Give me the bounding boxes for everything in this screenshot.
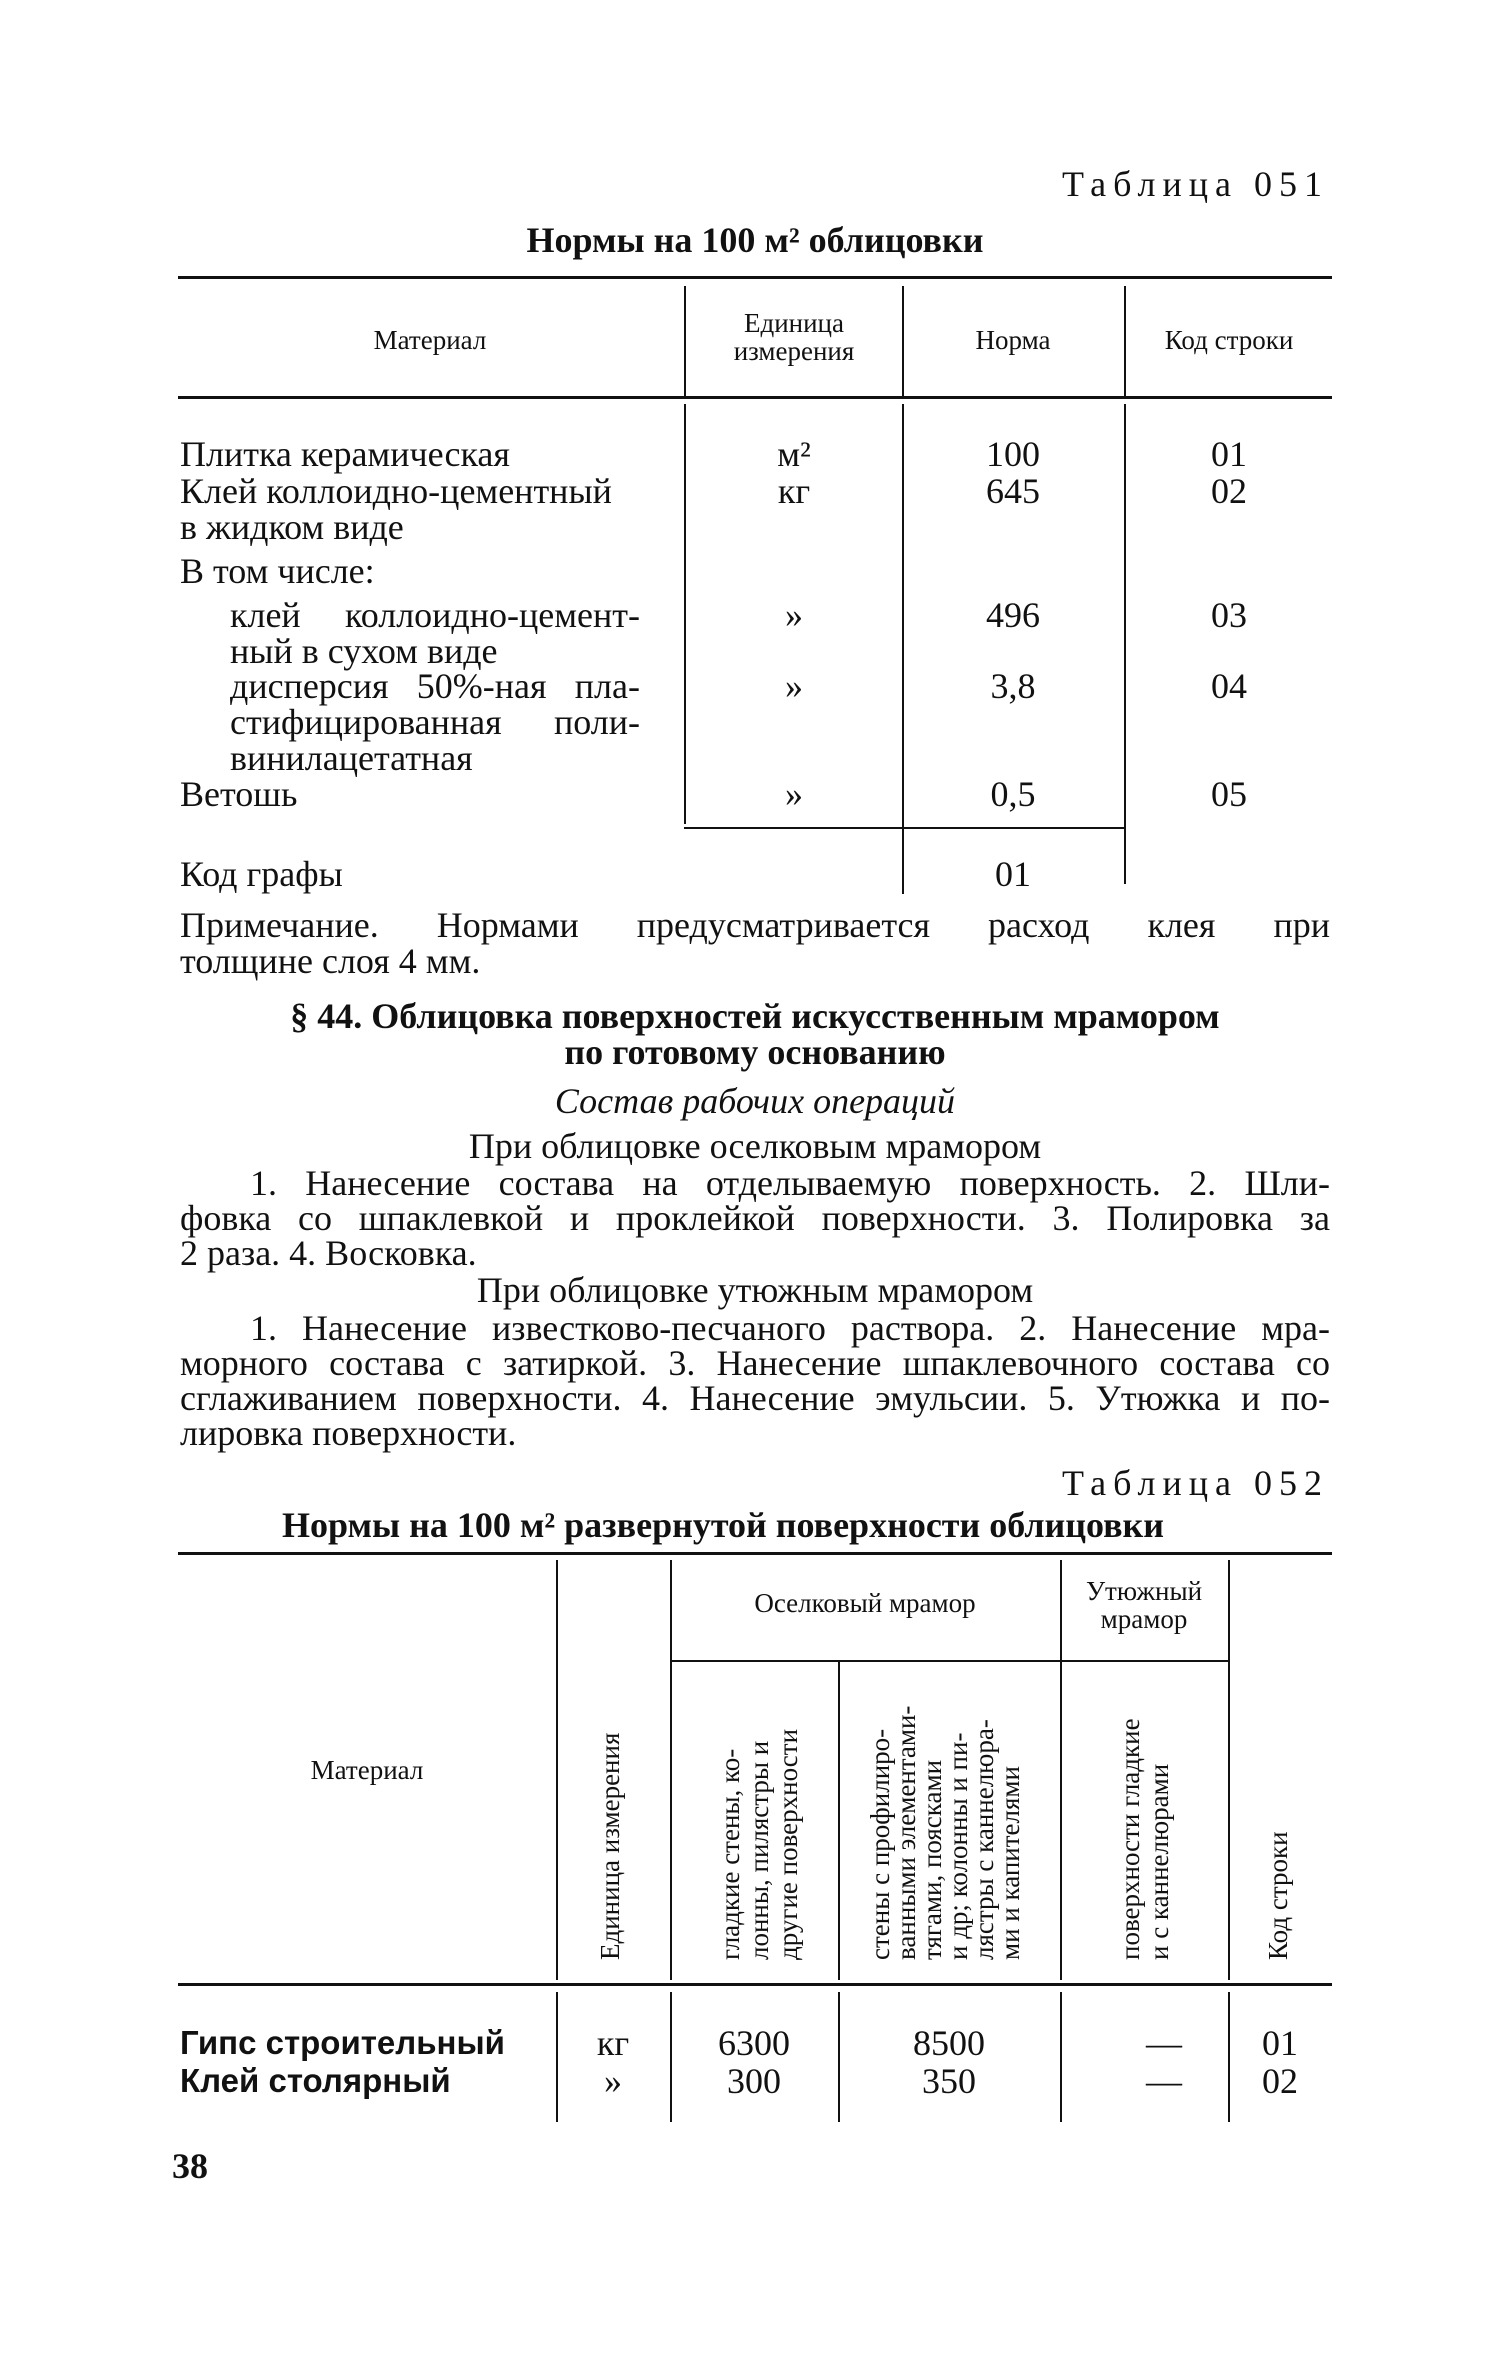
row-c3: — xyxy=(1146,2061,1182,2101)
header-oselkovy: Оселковый мрамор xyxy=(754,1588,976,1618)
row-c1: 300 xyxy=(727,2061,781,2101)
section-title-cont: по готовому основанию xyxy=(564,1032,946,1072)
header-unit-line2: измерения xyxy=(733,336,855,366)
header-bottom-rule xyxy=(178,1983,1332,1986)
row-name-cont: винилацетатная xyxy=(230,738,473,778)
row-unit: » xyxy=(785,595,803,635)
header-material: Материал xyxy=(373,325,487,355)
row-c2: 8500 xyxy=(913,2023,985,2063)
header-col2-line: лястры с каннелюра- xyxy=(969,1719,999,1960)
header-col2-line: стены с профилиро- xyxy=(865,1728,895,1960)
row-name: клей коллоидно-цемент- xyxy=(230,595,640,635)
table-title: Нормы на 100 м² развернутой поверхности облицовки xyxy=(282,1505,1165,1545)
table-title: Нормы на 100 м² облицовки xyxy=(526,220,984,260)
row-name: Клей коллоидно-цементный xyxy=(180,471,612,511)
row-name: Плитка керамическая xyxy=(180,434,510,474)
row-unit: кг xyxy=(596,2023,630,2063)
row-name: Гипс строительный xyxy=(180,2024,505,2061)
header-col2-line: и др; колонны и пи- xyxy=(943,1732,973,1960)
table-caption: Таблица 051 xyxy=(1062,164,1329,204)
row-norm: 645 xyxy=(986,471,1040,511)
table-top-rule xyxy=(178,1552,1332,1555)
paragraph-line: 1. Нанесение состава на отделываемую поверхность. 2. Шли- xyxy=(250,1163,1330,1203)
header-col1-line: другие поверхности xyxy=(773,1728,803,1960)
row-name-cont: стифицированная поли- xyxy=(230,702,640,742)
header-col3-line: поверхности гладкие xyxy=(1115,1718,1145,1960)
note-line: толщине слоя 4 мм. xyxy=(180,941,481,981)
section-title: § 44. Облицовка поверхностей искусственным мрамором xyxy=(290,996,1220,1036)
header-col2-line: тягами, поясками xyxy=(917,1759,947,1960)
row-code: 04 xyxy=(1211,666,1247,706)
row-name-cont: ный в сухом виде xyxy=(230,631,498,671)
row-name: Ветошь xyxy=(180,774,298,814)
header-norm: Норма xyxy=(975,325,1051,355)
section-subtitle: Состав рабочих операций xyxy=(554,1081,956,1121)
header-col1-line: лонны, пилястры и xyxy=(744,1740,774,1960)
row-code: 03 xyxy=(1211,595,1247,635)
row-code: 01 xyxy=(1211,434,1247,474)
header-code: Код строки xyxy=(1164,325,1294,355)
header-col2-line: ми и капителями xyxy=(995,1766,1025,1960)
header-unit-line1: Единица xyxy=(743,308,844,338)
paragraph-line: морного состава с затиркой. 3. Нанесение шпаклевочного состава со xyxy=(180,1343,1330,1383)
row-unit: » xyxy=(785,666,803,706)
header-material: Материал xyxy=(310,1755,424,1785)
header-bottom-rule xyxy=(178,396,1332,399)
paragraph-line: 1. Нанесение известково-песчаного раствора. 2. Нанесение мра- xyxy=(250,1308,1330,1348)
subsection-heading: При облицовке оселковым мрамором xyxy=(468,1126,1042,1166)
footer-value: 01 xyxy=(995,854,1031,894)
row-name: В том числе: xyxy=(180,551,375,591)
row-unit: кг xyxy=(777,471,811,511)
table-caption: Таблица 052 xyxy=(1062,1463,1329,1503)
paragraph-line: лировка поверхности. xyxy=(180,1413,517,1453)
header-col3-line: и с каннелюрами xyxy=(1144,1763,1174,1960)
row-code: 05 xyxy=(1211,774,1247,814)
group-rule xyxy=(670,1660,1060,1662)
row-norm: 496 xyxy=(986,595,1040,635)
table-top-rule xyxy=(178,276,1332,279)
row-c3: — xyxy=(1146,2023,1182,2063)
row-name-cont: в жидком виде xyxy=(180,507,404,547)
row-name: дисперсия 50%-ная пла- xyxy=(230,666,640,706)
header-utyuzhny-line1: Утюжный xyxy=(1085,1576,1203,1606)
header-code: Код строки xyxy=(1263,1831,1293,1960)
footer-label: Код графы xyxy=(180,854,343,894)
note-line: Примечание. Нормами предусматривается расход клея при xyxy=(180,905,1330,945)
row-norm: 0,5 xyxy=(990,774,1036,814)
page-number: 38 xyxy=(172,2146,208,2186)
row-c1: 6300 xyxy=(718,2023,790,2063)
header-unit: Единица измерения xyxy=(595,1732,625,1960)
subsection-heading: При облицовке утюжным мрамором xyxy=(476,1270,1034,1310)
paragraph-line: фовка со шпаклевкой и проклейкой поверхности. 3. Полировка за xyxy=(180,1198,1330,1238)
row-code: 02 xyxy=(1211,471,1247,511)
row-c2: 350 xyxy=(922,2061,976,2101)
row-name: Клей столярный xyxy=(180,2062,451,2099)
paragraph-line: сглаживанием поверхности. 4. Нанесение эмульсии. 5. Утюжка и по- xyxy=(180,1378,1330,1418)
row-code: 01 xyxy=(1262,2023,1298,2063)
footer-rule xyxy=(684,827,1124,829)
row-norm: 3,8 xyxy=(990,666,1036,706)
row-unit: » xyxy=(604,2061,622,2101)
header-col2-line: ванными элементами- xyxy=(891,1705,921,1960)
row-norm: 100 xyxy=(986,434,1040,474)
paragraph-line: 2 раза. 4. Восковка. xyxy=(180,1233,477,1273)
header-utyuzhny-line2: мрамор xyxy=(1100,1604,1188,1634)
header-col1-line: гладкие стены, ко- xyxy=(715,1748,745,1960)
row-code: 02 xyxy=(1262,2061,1298,2101)
row-unit: м² xyxy=(777,434,811,474)
group-rule xyxy=(1060,1660,1228,1662)
row-unit: » xyxy=(785,774,803,814)
